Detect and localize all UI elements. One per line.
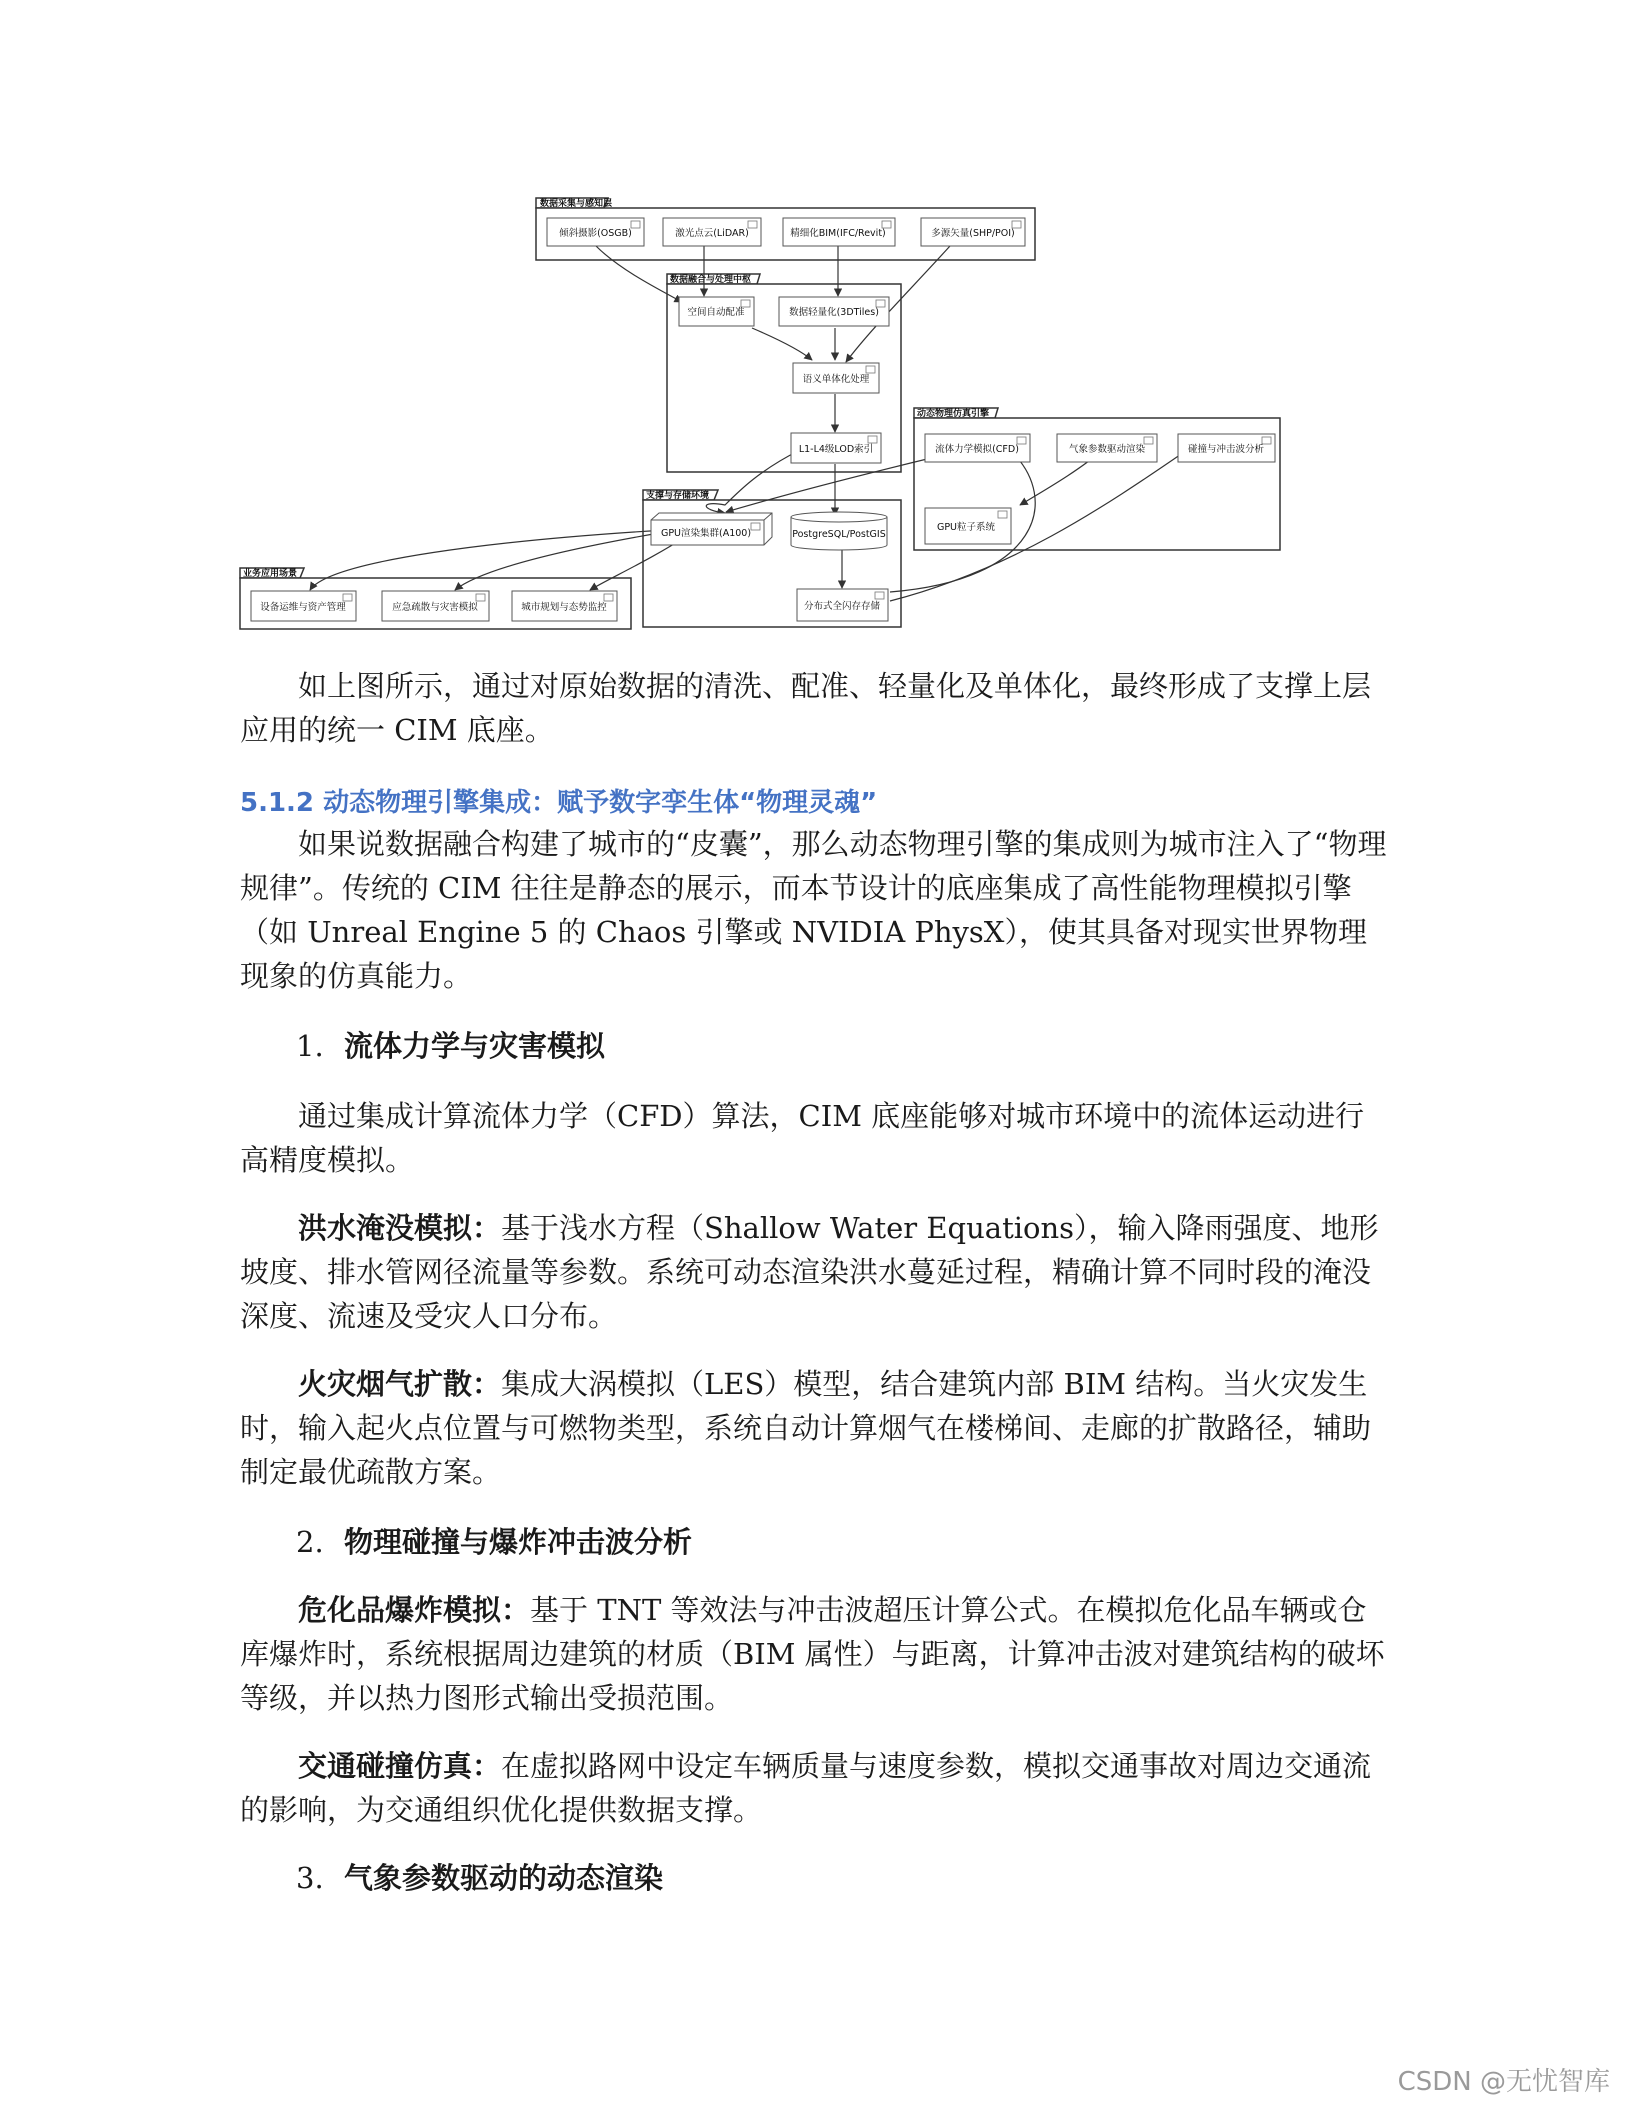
subheading-2-title: 物理碰撞与爆炸冲击波分析	[344, 1525, 693, 1559]
traffic-label: 交通碰撞仿真：	[298, 1749, 502, 1783]
cluster-title-acquisition: 数据采集与感知层	[540, 199, 613, 209]
subheading-1-number: 1.	[296, 1029, 324, 1063]
subheading-3-number: 3.	[296, 1861, 324, 1895]
traffic-text: 在虚拟路网中设定车辆质量与速度参数，模拟交通事故对周边交通流的影响，为交通组织优化提供数据支撑。	[240, 1749, 1372, 1827]
traffic-paragraph	[240, 1744, 1390, 1832]
node-cfd	[925, 434, 1030, 462]
node-label-facility: 设备运维与资产管理	[260, 602, 346, 613]
section-heading: 5.1.2 动态物理引擎集成：赋予数字孪生体“物理灵魂”	[240, 788, 878, 818]
node-collision	[1178, 434, 1275, 462]
node-label-registration: 空间自动配准	[687, 307, 745, 318]
blast-text: 基于 TNT 等效法与冲击波超压计算公式。在模拟危化品车辆或仓库爆炸时，系统根据周边建筑的材质（BIM 属性）与距离，计算冲击波对建筑结构的破坏等级，并以热力图形式输出受损范围。	[240, 1593, 1385, 1715]
node-label-vector: 多源矢量(SHP/POI)	[931, 228, 1015, 239]
fire-paragraph	[240, 1362, 1390, 1494]
subheading-1	[296, 1024, 605, 1065]
cfd-intro-paragraph: 通过集成计算流体力学（CFD）算法，CIM 底座能够对城市环境中的流体运动进行高精度模拟。	[240, 1099, 1365, 1177]
flood-paragraph	[240, 1206, 1390, 1338]
intro-paragraph: 如果说数据融合构建了城市的“皮囊”，那么动态物理引擎的集成则为城市注入了“物理规律”。传统的 CIM 往往是静态的展示，而本节设计的底座集成了高性能物理模拟引擎（如 Unreal Engine 5 的 Chaos 引擎或 NVIDIA PhysX），使其具备对现实世界物理现象的仿真能力。	[240, 827, 1387, 993]
node-label-bim: 精细化BIM(IFC/Revit)	[790, 228, 886, 239]
node-planning	[512, 591, 617, 621]
subheading-3-title: 气象参数驱动的动态渲染	[344, 1861, 664, 1895]
diagram-caption: 如上图所示，通过对原始数据的清洗、配准、轻量化及单体化，最终形成了支撑上层应用的统一 CIM 底座。	[240, 669, 1372, 747]
node-postgres	[791, 512, 887, 550]
subheading-2	[296, 1520, 692, 1561]
flood-text: 基于浅水方程（Shallow Water Equations），输入降雨强度、地形坡度、排水管网径流量等参数。系统可动态渲染洪水蔓延过程，精确计算不同时段的淹没深度、流速及受灾人口分布。	[240, 1211, 1379, 1333]
node-label-gpu: GPU渲染集群(A100)	[660, 528, 752, 539]
blast-label: 危化品爆炸模拟：	[298, 1593, 531, 1627]
node-label-semantic: 语义单体化处理	[802, 374, 870, 385]
flood-label: 洪水淹没模拟：	[298, 1211, 502, 1245]
watermark: CSDN @无忧智库	[1397, 2067, 1610, 2097]
cluster-title-physics: 动态物理仿真引擎	[917, 409, 990, 419]
node-semantic	[793, 363, 879, 393]
node-facility	[251, 591, 356, 621]
node-label-planning: 城市规划与态势监控	[521, 602, 607, 613]
subheading-2-number: 2.	[296, 1525, 324, 1559]
node-label-lod: L1-L4级LOD索引	[798, 444, 874, 455]
node-label-lightweight: 数据轻量化(3DTiles)	[789, 307, 879, 318]
node-bim	[783, 218, 895, 246]
node-vector	[921, 218, 1025, 246]
node-label-cfd: 流体力学模拟(CFD)	[935, 444, 1019, 455]
node-label-postgres: PostgreSQL/PostGIS	[792, 529, 886, 540]
node-particle	[925, 508, 1011, 544]
node-label-lidar: 激光点云(LiDAR)	[675, 228, 749, 239]
node-registration	[679, 297, 754, 326]
fire-text: 集成大涡模拟（LES）模型，结合建筑内部 BIM 结构。当火灾发生时，输入起火点位置与可燃物类型，系统自动计算烟气在楼梯间、走廊的扩散路径，辅助制定最优疏散方案。	[240, 1367, 1372, 1489]
cluster-title-storage: 支撑与存储环境	[646, 491, 710, 501]
cluster-title-apps: 业务应用场景	[243, 569, 298, 579]
node-flash	[797, 589, 888, 621]
node-oblique	[547, 218, 644, 246]
node-label-flash: 分布式全闪存存储	[803, 601, 881, 612]
node-weather	[1057, 434, 1157, 462]
blast-paragraph	[240, 1588, 1390, 1720]
node-label-oblique: 倾斜摄影(OSGB)	[559, 228, 632, 239]
node-lod	[791, 433, 881, 463]
subheading-1-title: 流体力学与灾害模拟	[344, 1029, 606, 1063]
fire-label: 火灾烟气扩散：	[298, 1367, 502, 1401]
node-gpu	[651, 513, 772, 545]
node-label-emergency: 应急疏散与灾害模拟	[392, 602, 478, 613]
node-lightweight	[779, 297, 889, 326]
node-label-collision: 碰撞与冲击波分析	[1187, 444, 1265, 455]
architecture-diagram	[0, 0, 1632, 640]
cluster-title-fusion: 数据融合与处理中枢	[670, 275, 752, 285]
node-emergency	[382, 591, 489, 621]
node-lidar	[663, 218, 761, 246]
node-label-weather: 气象参数驱动渲染	[1068, 444, 1146, 455]
subheading-3	[296, 1856, 663, 1897]
node-label-particle: GPU粒子系统	[936, 522, 996, 533]
